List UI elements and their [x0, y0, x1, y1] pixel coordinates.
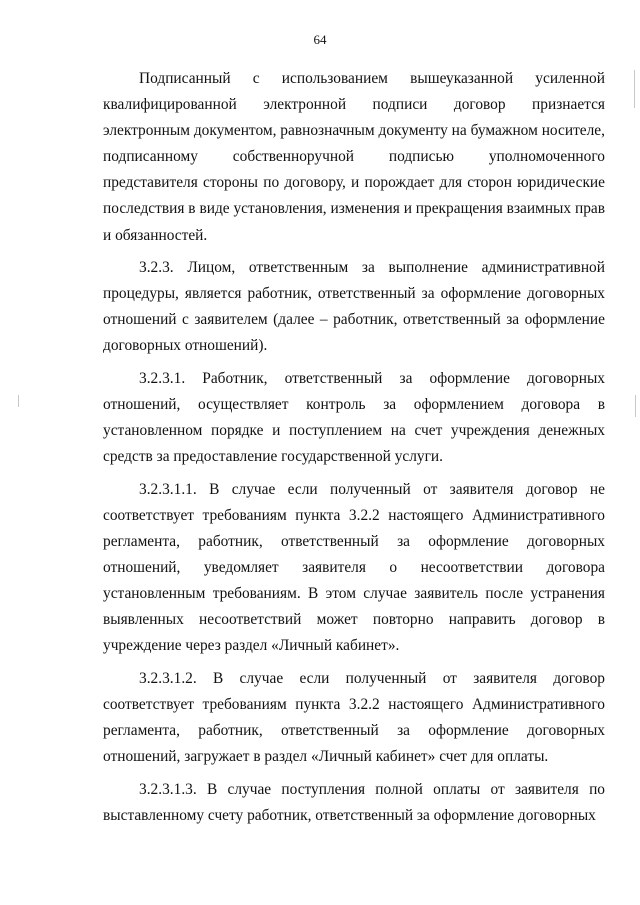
paragraph-3-2-3-1: 3.2.3.1. Работник, ответственный за оформление договорных отношений, осуществляет контроль за оформлением договора в установленном порядке и поступлением на счет учреждения денежных средств за предоставление государственной услуги. — [103, 370, 605, 466]
scan-edge-mark-left — [18, 395, 19, 407]
scan-edge-mark-top — [634, 70, 635, 108]
scan-edge-mark-middle — [635, 395, 636, 417]
document-body — [103, 66, 605, 836]
paragraph-electronic-signature: Подписанный с использованием вышеуказанной усиленной квалифицированной электронной подписи договор признается электронным документом, равнозначным документу на бумажном носителе, подписанному собственноручной подписью уполномоченного представителя стороны по договору, и порождает для сторон юридические последствия в виде установления, изменения и прекращения взаимных прав и обязанностей. — [103, 70, 605, 244]
page-number: 64 — [313, 32, 327, 47]
paragraph-3-2-3-1-2: 3.2.3.1.2. В случае если полученный от заявителя договор соответствует требованиям пункта 3.2.2 настоящего Административного регламента, работник, ответственный за оформление договорных отношений, загружает в раздел «Личный кабинет» счет для оплаты. — [103, 670, 605, 766]
paragraph-3-2-3-1-1: 3.2.3.1.1. В случае если полученный от заявителя договор не соответствует требованиям пункта 3.2.2 настоящего Административного регламента, работник, ответственный за оформление договорных отношений, уведомляет заявителя о несоответствии договора установленным требованиям. В этом случае заявитель после устранения выявленных несоответствий может повторно направить договор в учреждение через раздел «Личный кабинет». — [103, 480, 605, 655]
paragraph-3-2-3: 3.2.3. Лицом, ответственным за выполнение административной процедуры, является работник, ответственный за оформление договорных отношений с заявителем (далее – работник, ответственный за оформление договорных отношений). — [103, 259, 605, 355]
paragraph-3-2-3-1-3: 3.2.3.1.3. В случае поступления полной оплаты от заявителя по выставленному счету работник, ответственный за оформление договорных — [103, 780, 605, 825]
